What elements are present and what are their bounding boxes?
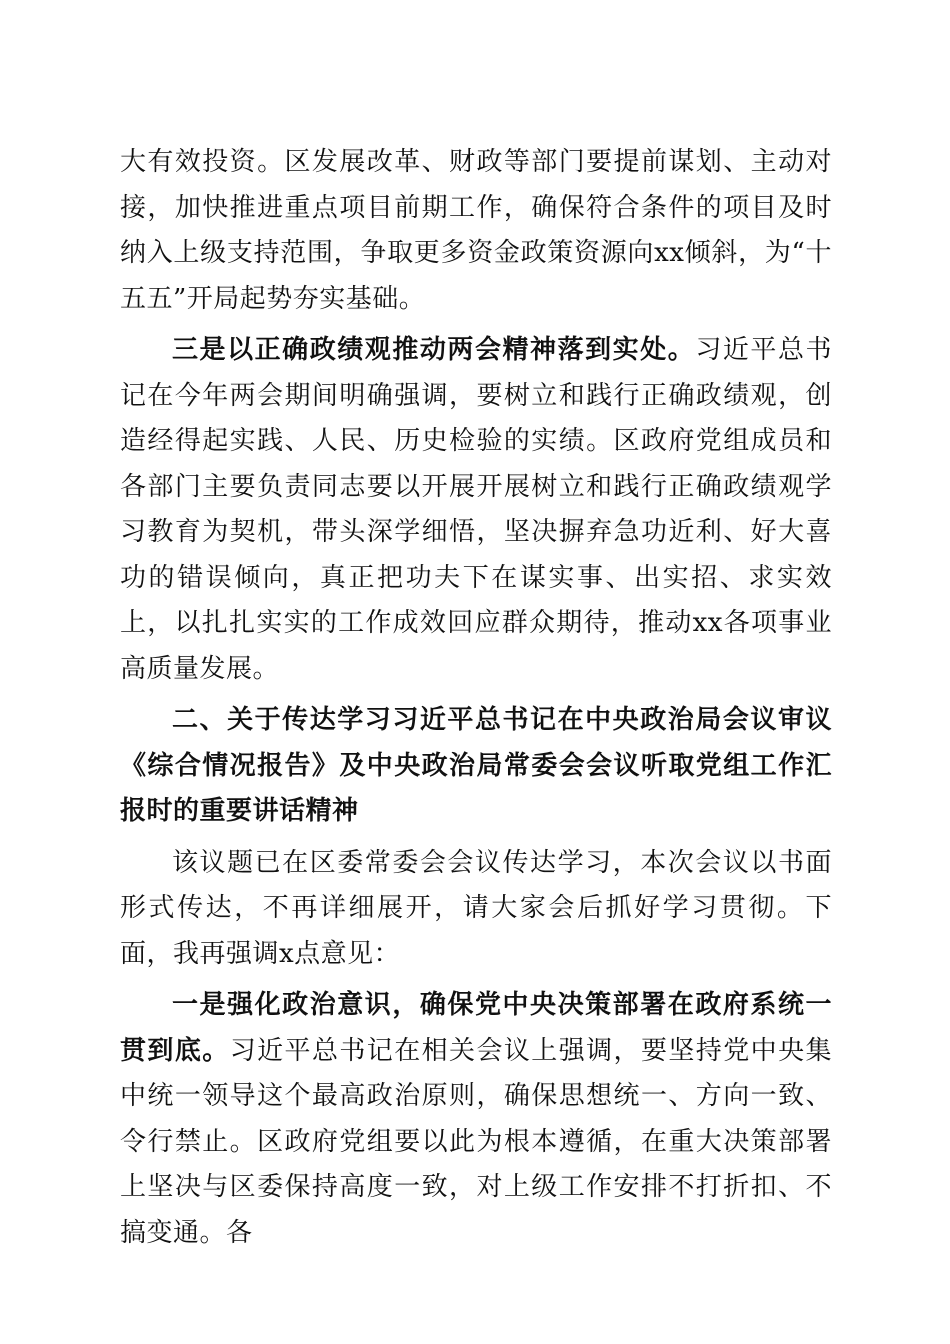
paragraph-lead-point-one: 一是强化政治意识，确保党中央决策部署在政府系统一贯到底。 — [120, 990, 832, 1066]
paragraph-body-point-one: 习近平总书记在相关会议上强调，要坚持党中央集中统一领导这个最高政治原则，确保思想统一、方向一致、令行禁止。区政府党组要以此为根本遵循，在重大决策部署上坚决与区委保持高度一致，对上级工作安排不打折扣、不搞变通。各 — [120, 1035, 832, 1248]
paragraph-continuation: 大有效投资。区发展改革、财政等部门要提前谋划、主动对接，加快推进重点项目前期工作，确保符合条件的项目及时纳入上级支持范围，争取更多资金政策资源向xx倾斜，为“十五五”开局起势夯实基础。 — [120, 147, 832, 314]
document-body — [120, 140, 832, 1262]
paragraph-point-one — [120, 983, 832, 1256]
section-heading-two: 二、关于传达学习习近平总书记在中央政治局会议审议《综合情况报告》及中央政治局常委会会议听取党组工作汇报时的重要讲话精神 — [120, 705, 832, 826]
paragraph-body-point-three: 习近平总书记在今年两会期间明确强调，要树立和践行正确政绩观，创造经得起实践、人民、历史检验的实绩。区政府党组成员和各部门主要负责同志要以开展开展树立和践行正确政绩观学习教育为契机，带头深学细悟，坚决摒弃急功近利、好大喜功的错误倾向，真正把功夫下在谋实事、出实招、求实效上，以扎扎实实的工作成效回应群众期待，推动xx各项事业高质量发展。 — [120, 335, 832, 684]
paragraph-point-three — [120, 328, 832, 692]
paragraph-topic-intro: 该议题已在区委常委会会议传达学习，本次会议以书面形式传达，不再详细展开，请大家会后抓好学习贯彻。下面，我再强调x点意见： — [120, 847, 832, 969]
paragraph-lead-point-three: 三是以正确政绩观推动两会精神落到实处。 — [172, 335, 696, 365]
